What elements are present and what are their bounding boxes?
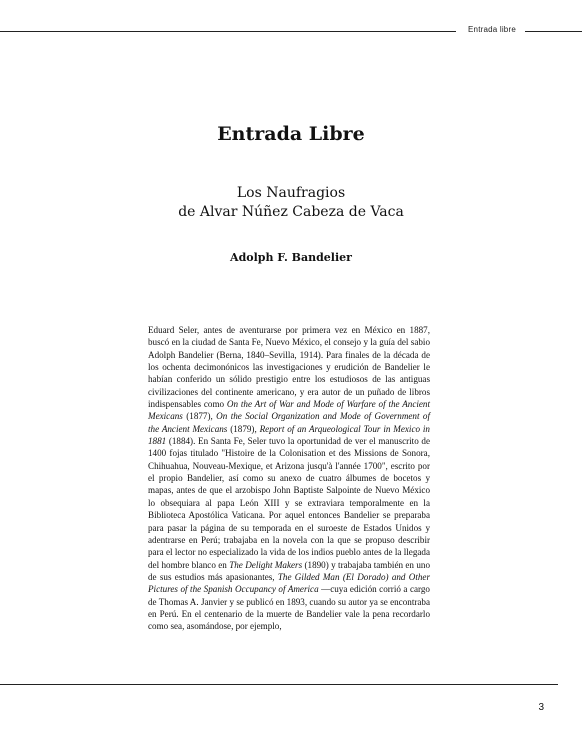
book-title: The Delight Makers <box>229 559 303 570</box>
section-title: Entrada Libre <box>217 123 365 145</box>
author-name: Adolph F. Bandelier <box>230 251 352 264</box>
body-text-run: (1890) y trabajaba también en uno de sus estudios más apasionantes, <box>148 559 430 582</box>
header-rule-left <box>0 31 456 32</box>
body-paragraph <box>148 324 430 633</box>
page-number: 3 <box>538 702 544 713</box>
body-text <box>148 324 430 633</box>
header-rule-right <box>525 31 582 32</box>
body-text-run: —cuya edición corrió a cargo de Thomas A. Janvier y se publicó en 1893, cuando su autor ya se encontraba en Perú. En el centenario de la muerte de Bandelier vale la pena recordarlo como sea, asomándose, por ejemplo, <box>148 584 430 632</box>
book-title: On the Art of War and Mode of Warfare of the Ancient Mexicans <box>148 399 431 422</box>
book-title: Report of an Arqueological Tour in Mexico in 1881 <box>148 423 430 447</box>
body-text-run: Eduard Seler, antes de aventurarse por primera vez en México en 1887, buscó en la ciudad de Santa Fe, Nuevo México, el consejo y la guía del sabio Adolph Bandelier (Berna, 1840–Sevilla, 1914). Para finales de la década de los ochenta decimonónicos las investigaciones y erudición de Bandelier le habían conferido un sólido prestigio entre los estudiosos de las antiguas civilizaciones del continente americano, y era autor de un puñado de libros indispensables como <box>148 325 430 410</box>
body-text-run: (1884). En Santa Fe, Seler tuvo la oportunidad de ver el manuscrito de 1400 fojas titulado "Histoire de la Colonisation et des Missions de Sonora, Chihuahua, Nouveau-Mexique, et Arizona jusqu'à l'année 1700", escrito por el propio Bandelier, así como su anexo de cuatro álbumes de bocetos y mapas, antes de que el arzobispo John Baptiste Salpointe de Nuevo México lo obsequiara al papa León XIII y se extraviara temporalmente en la Biblioteca Apostólica Vaticana. Por aquel entonces Bandelier se preparaba para pasar la página de su temporada en el suroeste de Estados Unidos y adentrarse en Perú; trabajaba en la novela con la que se propuso describir para el lector no especializado la vida de los indios pueblo antes de la llegada del hombre blanco en <box>148 436 430 570</box>
subtitle-line-2: de Alvar Núñez Cabeza de Vaca <box>178 204 404 220</box>
body-text-run: (1877), <box>182 411 217 422</box>
book-title: On the Social Organization and Mode of Government of the Ancient Mexicans <box>148 411 430 434</box>
body-text-run: (1879), <box>227 423 260 434</box>
article-subtitle <box>0 184 582 222</box>
book-title: The Gilded Man (El Dorado) and Other Pictures of the Spanish Occupancy of America <box>148 571 430 595</box>
footer-rule <box>0 684 558 685</box>
subtitle-line-1: Los Naufragios <box>236 185 346 201</box>
running-head: Entrada libre <box>468 25 516 34</box>
